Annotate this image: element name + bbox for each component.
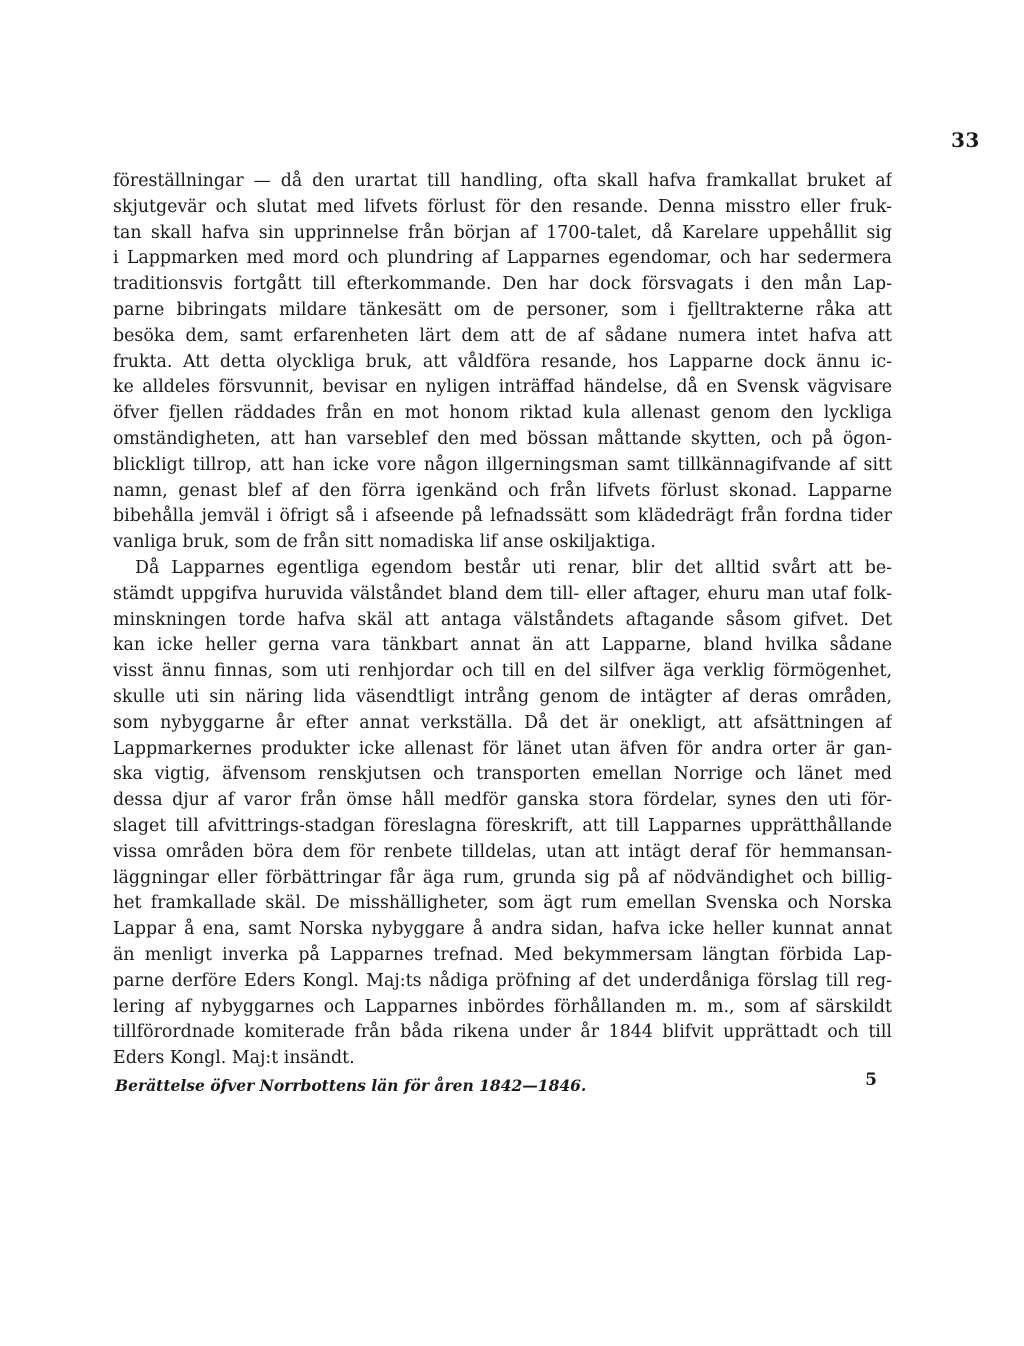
- text-line: skjutgevär och slutat med lifvets förlust för den resande. Denna misstro eller fruk-: [113, 196, 892, 217]
- text-line: kan icke heller gerna vara tänkbart annat än att Lapparne, bland hvilka sådane: [113, 635, 892, 656]
- text-line: lering af nybyggarnes och Lapparnes inbördes förhållanden m. m., som af särskildt: [113, 996, 892, 1017]
- text-line: parne derföre Eders Kongl. Maj:ts nådiga pröfning af det underdåniga förslag till reg-: [113, 970, 892, 991]
- text-line: skulle uti sin näring lida väsendtligt intrång genom de intägter af deras områden,: [113, 686, 892, 707]
- text-line: föreställningar — då den urartat till handling, ofta skall hafva framkallat bruket af: [113, 171, 892, 191]
- text-line: frukta. Att detta olyckliga bruk, att våldföra resande, hos Lapparne dock ännu ic-: [113, 351, 892, 372]
- text-line: bibehålla jemväl i öfrigt så i afseende på lefnadssätt som klädedrägt från fordna tider: [113, 506, 892, 527]
- text-line: blickligt tillrop, att han icke vore någon illgerningsman samt tillkännagifvande af sitt: [113, 454, 892, 475]
- text-line: het framkallade skäl. De misshälligheter, som ägt rum emellan Svenska och Norska: [113, 893, 892, 914]
- page-number: 33: [951, 128, 980, 152]
- running-title: Berättelse öfver Norrbottens län för åren 1842—1846.: [115, 1076, 587, 1095]
- text-line: tillförordnade komiterade från båda rikena under år 1844 blifvit upprättadt och till: [113, 1022, 892, 1043]
- text-line: parne bibringats mildare tänkesätt om de personer, som i fjelltrakterne råka att: [113, 299, 892, 320]
- text-line: traditionsvis fortgått till efterkommande. Den har dock försvagats i den mån Lap-: [113, 274, 892, 295]
- page-footer: [113, 1070, 892, 1106]
- text-line: tan skall hafva sin upprinnelse från början af 1700-talet, då Karelare uppehållit sig: [113, 222, 892, 243]
- text-line: vanliga bruk, som de från sitt nomadiska lif anse oskiljaktiga.: [113, 532, 656, 553]
- text-line: Lappar å ena, samt Norska nybyggare å andra sidan, hafva icke heller kunnat annat: [113, 919, 892, 940]
- text-line: Lappmarkernes produkter icke allenast för länet utan äfven för andra orter är gan-: [113, 738, 892, 759]
- signature-mark: 5: [865, 1070, 877, 1090]
- text-line: läggningar eller förbättringar får äga rum, grunda sig på af nödvändighet och billig-: [113, 867, 892, 888]
- text-line: vissa områden böra dem för renbete tilldelas, utan att intägt deraf för hemmansan-: [113, 841, 892, 862]
- text-line: omständigheten, att han varseblef den med bössan måttande skytten, och på ögon-: [113, 428, 892, 449]
- text-line: Eders Kongl. Maj:t insändt.: [113, 1048, 355, 1069]
- text-line: slaget till afvittrings-stadgan föreslagna föreskrift, att till Lapparnes upprätthållande: [113, 815, 892, 836]
- text-line: namn, genast blef af den förra igenkänd och från lifvets förlust skonad. Lapparne: [113, 480, 892, 501]
- text-line: ke alldeles försvunnit, bevisar en nyligen inträffad händelse, då en Svensk vägvisare: [113, 377, 892, 398]
- text-line: stämdt uppgifva huruvida välståndet bland dem till- eller aftager, ehuru man utaf folk-: [113, 583, 892, 604]
- text-line: minskningen torde hafva skäl att antaga välståndets aftagande såsom gifvet. Det: [113, 609, 892, 630]
- text-line: Då Lapparnes egentliga egendom består uti renar, blir det alltid svårt att be-: [135, 557, 892, 578]
- text-line: i Lappmarken med mord och plundring af Lapparnes egendomar, och har sedermera: [113, 248, 892, 269]
- text-line: visst ännu finnas, som uti renhjordar och till en del silfver äga verklig förmögenhet,: [113, 661, 892, 682]
- text-line: än menligt inverka på Lapparnes trefnad. Med bekymmersam längtan förbida Lap-: [113, 944, 892, 965]
- text-line: som nybyggarne år efter annat verkställa. Då det är onekligt, att afsättningen af: [113, 712, 892, 733]
- body-text: [113, 169, 892, 1072]
- text-line: ska vigtig, äfvensom renskjutsen och transporten emellan Norrige och länet med: [113, 764, 892, 785]
- text-line: besöka dem, samt erfarenheten lärt dem att de af sådane numera intet hafva att: [113, 325, 892, 346]
- text-line: öfver fjellen räddades från en mot honom riktad kula allenast genom den lyckliga: [113, 403, 892, 424]
- text-line: dessa djur af varor från ömse håll medför ganska stora fördelar, synes den uti för-: [113, 790, 892, 811]
